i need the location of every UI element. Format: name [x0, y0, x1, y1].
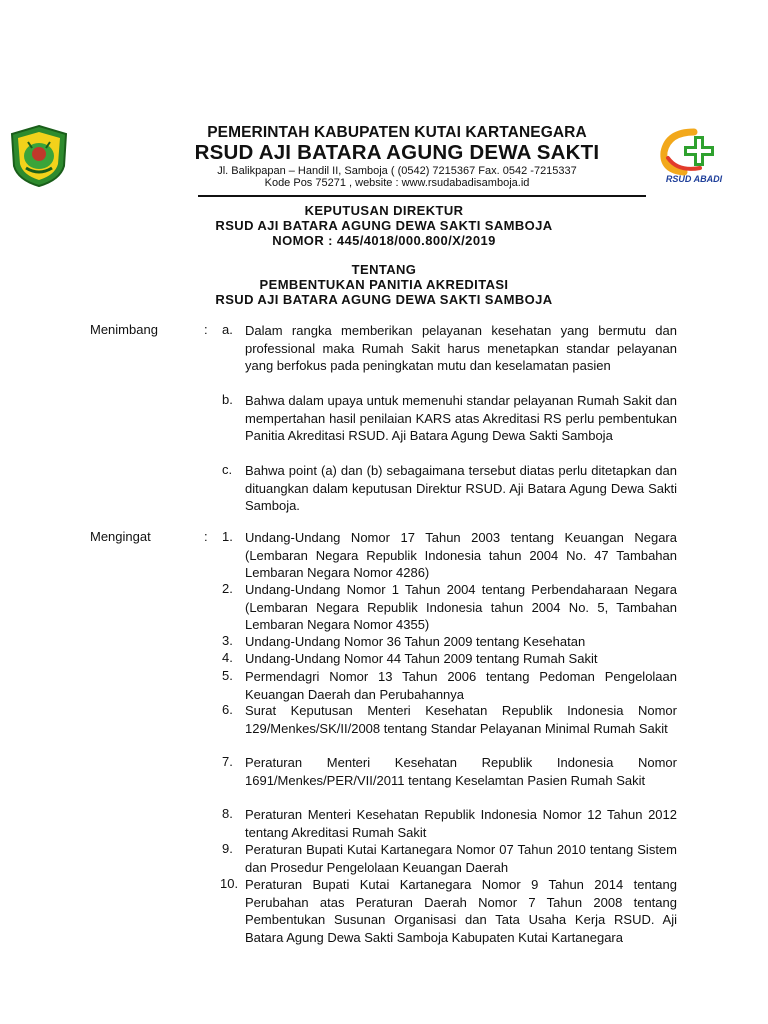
list-item-text: Bahwa point (a) dan (b) sebagaimana tersebut diatas perlu ditetapkan dan dituangkan dalam keputusan Direktur RSUD. Aji Batara Agung Dewa Sakti Samboja.	[245, 463, 677, 513]
hospital-name: RSUD AJI BATARA AGUNG DEWA SAKTI	[194, 141, 600, 164]
section-colon: :	[204, 529, 208, 544]
decree-about: TENTANG	[351, 262, 417, 277]
list-marker: c.	[222, 462, 233, 477]
section-colon: :	[204, 322, 208, 337]
list-item-text: Peraturan Bupati Kutai Kartanegara Nomor 9 Tahun 2014 tentang Perubahan atas Peraturan Daerah Nomor 7 Tahun 2008 tentang Pembentukan Susunan Organisasi dan Tata Usaha Kerja RSUD. Aji Batara Agung Dewa Sakti Samboja Kabupaten Kutai Kartanegara	[245, 877, 677, 945]
decree-issuer: RSUD AJI BATARA AGUNG DEWA SAKTI SAMBOJA	[215, 218, 553, 233]
list-marker: 7.	[222, 754, 233, 769]
list-item-text: Peraturan Bupati Kutai Kartanegara Nomor 07 Tahun 2010 tentang Sistem dan Prosedur Pengelolaan Keuangan Daerah	[245, 842, 677, 875]
list-item-text: Undang-Undang Nomor 36 Tahun 2009 tentang Kesehatan	[245, 634, 586, 649]
government-name: PEMERINTAH KABUPATEN KUTAI KARTANEGARA	[207, 124, 587, 141]
list-marker: 4.	[222, 650, 233, 665]
list-marker: 1.	[222, 529, 233, 544]
list-marker: 10.	[220, 876, 239, 891]
list-item-text: Peraturan Menteri Kesehatan Republik Indonesia Nomor 1691/Menkes/PER/VII/2011 tentang Keselamtan Pasien Rumah Sakit	[245, 755, 677, 788]
address-line-1: Jl. Balikpapan – Handil II, Samboja ( (0542) 7215367 Fax. 0542 -7215337	[217, 165, 577, 177]
list-item-text: Undang-Undang Nomor 1 Tahun 2004 tentang Perbendaharaan Negara (Lembaran Negara Republik Indonesia tahun 2004 No. 5, Tambahan Lembaran Negara Nomor 4355)	[245, 582, 677, 632]
section-label-mengingat: Mengingat	[90, 529, 151, 544]
list-marker: 5.	[222, 668, 233, 683]
list-item-text: Permendagri Nomor 13 Tahun 2006 tentang Pedoman Pengelolaan Keuangan Daerah dan Perubahannya	[245, 669, 677, 702]
list-marker: b.	[222, 392, 233, 407]
section-label-menimbang: Menimbang	[90, 322, 158, 337]
list-marker: 9.	[222, 841, 233, 856]
list-marker: 2.	[222, 581, 233, 596]
list-item-text: Undang-Undang Nomor 17 Tahun 2003 tentang Keuangan Negara (Lembaran Negara Republik Indonesia tahun 2004 No. 47 Tambahan Lembaran Negara Nomor 4286)	[245, 530, 677, 580]
decree-title: KEPUTUSAN DIREKTUR	[304, 203, 464, 218]
list-marker: a.	[222, 322, 233, 337]
svg-text:RSUD ABADI: RSUD ABADI	[665, 174, 723, 184]
list-marker: 3.	[222, 633, 233, 648]
address-line-2: Kode Pos 75271 , website : www.rsudabadisamboja.id	[264, 177, 530, 189]
list-marker: 8.	[222, 806, 233, 821]
kutai-kartanegara-emblem-icon	[8, 124, 70, 188]
decree-subject-2: RSUD AJI BATARA AGUNG DEWA SAKTI SAMBOJA	[215, 292, 553, 307]
list-item-text: Undang-Undang Nomor 44 Tahun 2009 tentang Rumah Sakit	[245, 651, 598, 666]
list-marker: 6.	[222, 702, 233, 717]
list-item-text: Peraturan Menteri Kesehatan Republik Indonesia Nomor 12 Tahun 2012 tentang Akreditasi Rumah Sakit	[245, 807, 677, 840]
list-item-text: Bahwa dalam upaya untuk memenuhi standar pelayanan Rumah Sakit dan mempertahan hasil penilaian KARS atas Akreditasi RS perlu pembentukan Panitia Akreditasi RSUD. Aji Batara Agung Dewa Sakti Samboja	[245, 393, 677, 443]
decree-subject-1: PEMBENTUKAN PANITIA AKREDITASI	[259, 277, 509, 292]
list-item-text: Surat Keputusan Menteri Kesehatan Republik Indonesia Nomor 129/Menkes/SK/II/2008 tentang Standar Pelayanan Minimal Rumah Sakit	[245, 703, 677, 736]
decree-number: NOMOR : 445/4018/000.800/X/2019	[272, 233, 496, 248]
header-divider	[198, 195, 646, 197]
list-item-text: Dalam rangka memberikan pelayanan kesehatan yang bermutu dan professional maka Rumah Sakit harus menetapkan standar pelayanan yang berfokus pada peningkatan mutu dan keselamatan pasien	[245, 323, 677, 373]
